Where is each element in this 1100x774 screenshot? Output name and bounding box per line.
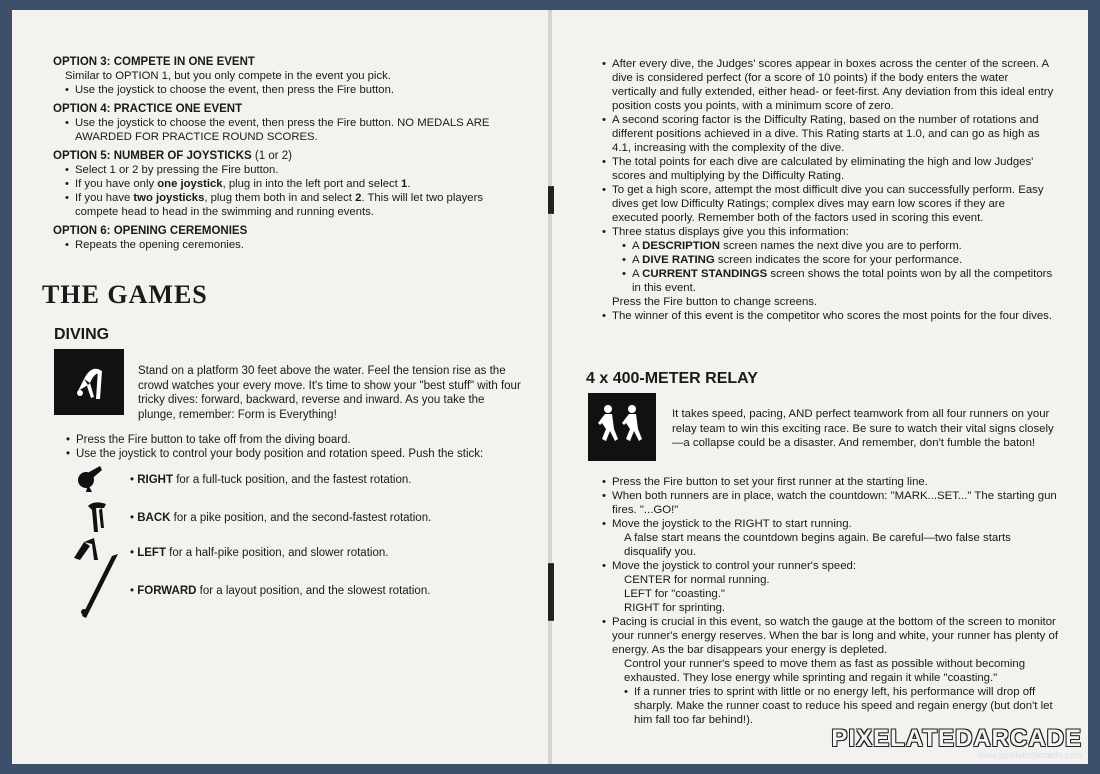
option3-bullet: • Use the joystick to choose the event, then press the Fire button.	[65, 83, 523, 97]
relay-instructions	[602, 475, 1058, 727]
relay-false-start-note: A false start means the countdown begins again. Be careful—two false starts disqualify you.	[624, 532, 1011, 558]
scoring-bullet-1: • After every dive, the Judges' scores appear in boxes across the center of the screen. A dive is considered perfect (for a score of 10 points) if the body enters the water vertically and fully extended, either head- or feet-first. Any deviation from this ideal entry position costs you points, with a minimum score of zero.	[602, 57, 1054, 113]
relay-intro: It takes speed, pacing, AND perfect teamwork from all four runners on your relay team to win this exciting race. Be sure to watch their vital signs closely—a collapse could be a disaster. And remember, don't fumble the baton!	[672, 408, 1054, 449]
relay-bullet-3: • Move the joystick to the RIGHT to start running.	[602, 517, 1058, 531]
speed-right: RIGHT for sprinting.	[624, 602, 726, 614]
position-left: • LEFT for a half-pike position, and slower rotation.	[130, 547, 389, 559]
diving-bullet-1: • Press the Fire button to take off from the diving board.	[66, 433, 526, 447]
relay-bullet-2: • When both runners are in place, watch the countdown: "MARK...SET..." The starting gun fires. "...GO!"	[602, 489, 1058, 517]
option5-bullet-2: • If you have only one joystick, plug in into the left port and select 1.	[65, 177, 523, 191]
option6-title: OPTION 6: OPENING CEREMONIES	[53, 225, 248, 237]
diver-icon	[54, 349, 124, 415]
relay-bullet-5: • Pacing is crucial in this event, so watch the gauge at the bottom of the screen to monitor your runner's energy reserves. When the bar is long and white, your runner has plenty of energy. As the bar disappears your energy is depleted.	[602, 615, 1058, 657]
option5-bullet-3: • If you have two joysticks, plug them both in and select 2. This will let two players compete head to head in the swimming and running events.	[65, 191, 523, 219]
diving-title: DIVING	[54, 326, 110, 343]
scoring-section	[602, 57, 1054, 323]
option4-bullet: • Use the joystick to choose the event, then press the Fire button. NO MEDALS ARE AWARDED FOR PRACTICE ROUND SCORES.	[65, 116, 523, 144]
scoring-bullet-4: • To get a high score, attempt the most difficult dive you can successfully perform. Easy dives get low Difficulty Ratings; complex dives may earn low scores if they are executed poorly. Remember both of the factors used in scoring this event.	[602, 183, 1054, 225]
watermark-url: www.pixelatedarcade.com	[977, 750, 1082, 760]
games-title: THE GAMES	[42, 280, 208, 309]
option5-title: OPTION 5: NUMBER OF JOYSTICKS (1 or 2)	[53, 150, 292, 162]
diving-bullet-2: • Use the joystick to control your body position and rotation speed. Push the stick:	[66, 447, 526, 461]
scoring-bullet-5: • Three status displays give you this information:	[602, 225, 1054, 239]
watermark	[831, 725, 1082, 760]
position-forward: • FORWARD for a layout position, and the slowest rotation.	[130, 585, 431, 597]
options-section	[53, 55, 523, 252]
pike-pose-figure	[88, 502, 106, 532]
layout-pose-figure	[81, 554, 118, 618]
position-back: • BACK for a pike position, and the second-fastest rotation.	[130, 512, 432, 524]
relay-title: 4 x 400-METER RELAY	[586, 370, 758, 387]
relay-bullet-1: • Press the Fire button to set your first runner at the starting line.	[602, 475, 1058, 489]
screen-current-standings: • A CURRENT STANDINGS screen shows the total points won by all the competitors in this event.	[622, 267, 1054, 295]
diving-controls	[66, 433, 526, 461]
diving-intro: Stand on a platform 30 feet above the water. Feel the tension rise as the crowd watches your every move. It's time to show your "best stuff" with four tricky dives: forward, backward, reverse and inward. As you take the plunge, remember: Form is Everything!	[138, 365, 521, 421]
position-right: • RIGHT for a full-tuck position, and the fastest rotation.	[130, 474, 412, 486]
option4-title: OPTION 4: PRACTICE ONE EVENT	[53, 103, 243, 115]
staple-top-right	[551, 186, 554, 214]
relay-energy-note: Control your runner's speed to move them as fast as possible without becoming exhausted. They lose energy while sprinting and regain it while "coasting."	[624, 658, 1026, 684]
screen-dive-rating: • A DIVE RATING screen indicates the score for your performance.	[622, 253, 1054, 267]
relay-bullet-4: • Move the joystick to control your runner's speed:	[602, 559, 1058, 573]
speed-left: LEFT for "coasting."	[624, 588, 725, 600]
option3-line: Similar to OPTION 1, but you only compete in the event you pick.	[65, 70, 391, 82]
watermark-logo: PIXELATEDARCADE	[831, 725, 1082, 752]
option3-title: OPTION 3: COMPETE IN ONE EVENT	[53, 56, 255, 68]
dive-pose-figures	[74, 462, 124, 622]
winner-bullet: • The winner of this event is the competitor who scores the most points for the four dives.	[602, 309, 1054, 323]
half-pike-pose-figure	[74, 538, 98, 560]
relay-sprint-warning: • If a runner tries to sprint with little or no energy left, his performance will drop off sharply. Make the runner coast to reduce his speed and regain energy (but don't let him fall too far behind!).	[624, 685, 1058, 727]
press-fire-note: Press the Fire button to change screens.	[612, 296, 818, 308]
scoring-bullet-3: • The total points for each dive are calculated by eliminating the high and low Judges' scores and multiplying by the Difficulty Rating.	[602, 155, 1054, 183]
speed-center: CENTER for normal running.	[624, 574, 770, 586]
option5-bullet-1: • Select 1 or 2 by pressing the Fire button.	[65, 163, 523, 177]
screen-description: • A DESCRIPTION screen names the next dive you are to perform.	[622, 239, 1054, 253]
staple-bottom-right	[551, 563, 554, 621]
option6-bullet: • Repeats the opening ceremonies.	[65, 238, 523, 252]
scoring-bullet-2: • A second scoring factor is the Difficulty Rating, based on the number of rotations and different positions achieved in a dive. This Rating starts at 1.0, and can go as high as 4.1, increasing with the complexity of the dive.	[602, 113, 1054, 155]
tuck-pose-figure	[78, 466, 102, 492]
runners-icon	[588, 393, 656, 461]
